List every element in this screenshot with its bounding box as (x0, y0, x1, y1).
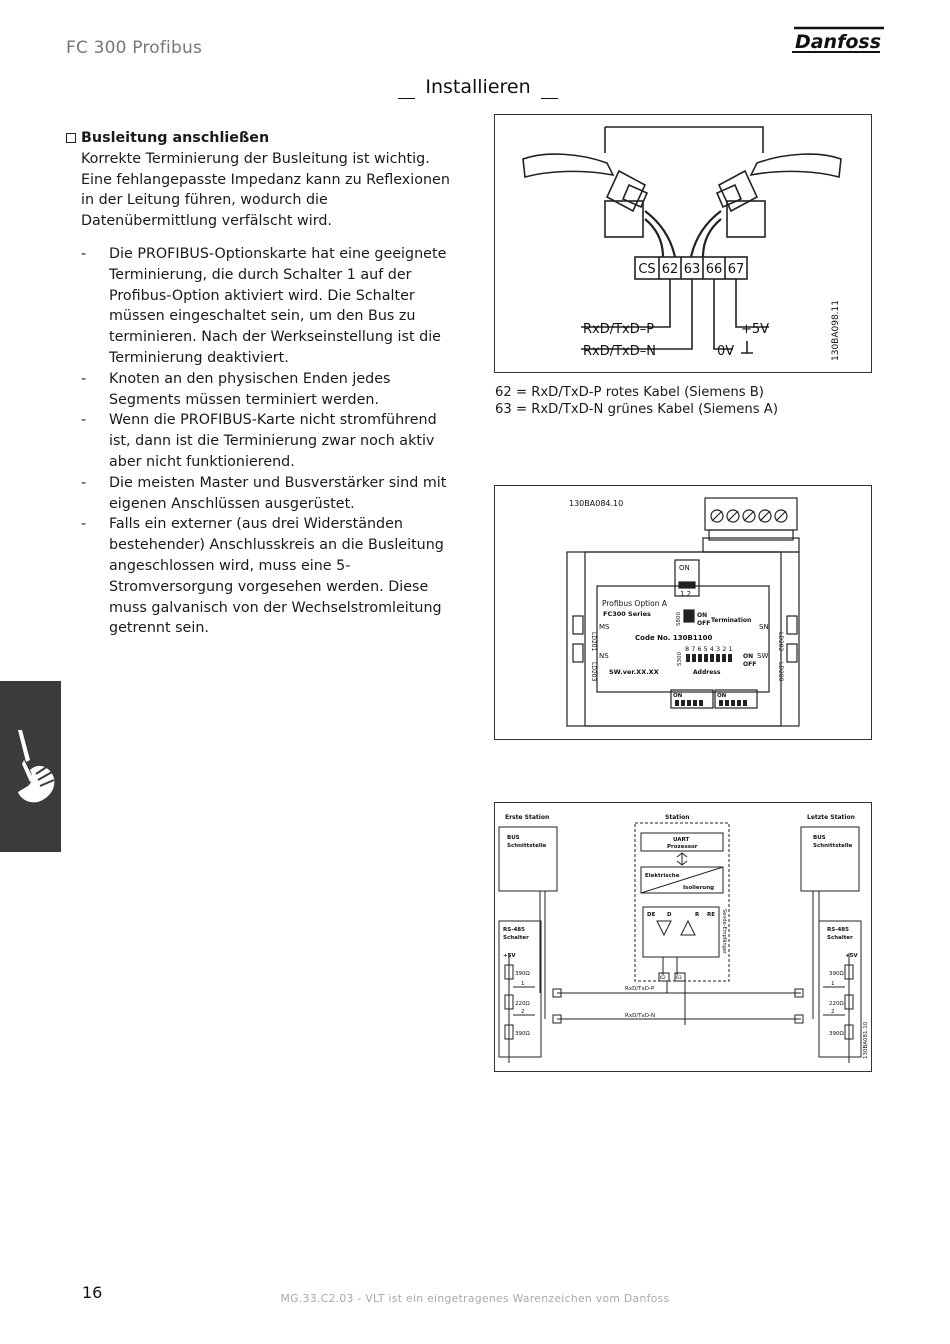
code-number: Code No. 130B1100 (635, 634, 713, 642)
header-title: FC 300 Profibus (66, 38, 203, 58)
dash-mark: - (81, 370, 87, 387)
sn-label: SN (759, 623, 769, 631)
list-item (66, 244, 458, 369)
footer-text: MG.33.C2.03 - VLT ist ein eingetragenes Warenzeichen vom Danfoss (280, 1292, 670, 1305)
term-on-label: ON (697, 612, 708, 619)
switch-2-left: 2 (521, 1009, 525, 1015)
list-item-text: Die PROFIBUS-Optionskarte hat eine geeignete Terminierung, die durch Schalter 1 auf der Profibus-Option aktiviert wird. Die Schalter müssen eingeschaltet sein, um den Bus zu terminieren. Nach der Werkseinstellung ist die Terminierung deaktiviert. (109, 245, 447, 366)
termination-label: Termination (711, 617, 752, 624)
list-item (66, 369, 458, 411)
intro-paragraph: Korrekte Terminierung der Busleitung ist wichtig. Eine fehlangepasste Impedanz kann zu Reflexionen in der Leitung führen, wodurch die Datenübermittlung verfälscht wird. (81, 150, 450, 230)
checkbox-bullet-icon (66, 133, 76, 143)
last-station-label: Letzte Station (807, 814, 855, 821)
dip-on-left: ON (673, 693, 683, 699)
dash-mark: - (81, 516, 87, 533)
figure-code: 130BA084.10 (569, 499, 624, 508)
main-text (66, 128, 458, 639)
dash-mark: - (81, 474, 87, 491)
software-version: SW.ver.XX.XX (609, 668, 659, 676)
figure-code: 130BA098.11 (831, 299, 841, 361)
dash-list (66, 244, 458, 639)
resistor-390-left-top: 390Ω (515, 971, 530, 977)
dash-mark: - (81, 245, 87, 262)
ms-label: MS (599, 623, 610, 631)
terminal-label: 67 (727, 262, 745, 277)
bus-interface-left-sub: Schnittstelle (507, 843, 547, 849)
terminal-label: 62 (661, 262, 679, 277)
list-item (66, 410, 458, 472)
bus-line-n-label: RxD/TxD-N (625, 1013, 656, 1019)
plus5v-right: +5V (845, 953, 858, 959)
plus5v-left: +5V (503, 953, 516, 959)
figure-caption (495, 385, 778, 418)
label-rxd-txd-p: RxD/TxD–P (583, 322, 655, 337)
rs485-left: RS-485 (503, 927, 525, 933)
bus-interface-left: BUS (507, 835, 520, 841)
isolation-label: Elektrische (645, 873, 680, 879)
card-title: Profibus Option A (602, 599, 667, 608)
transceiver-label: Sende-Empfänger (721, 909, 727, 954)
bus-interface-right-sub: Schnittstelle (813, 843, 853, 849)
list-item-text: Wenn die PROFIBUS-Karte nicht stromführend ist, dann ist die Terminierung zwar noch aktiv aber nicht funktionierend. (109, 412, 437, 470)
list-item-text: Knoten an den physischen Enden jedes Segments müssen terminiert werden. (109, 370, 391, 408)
section-heading-text: Installieren (425, 76, 531, 98)
rs485-right-sub: Schalter (827, 935, 853, 941)
card-series: FC300 Series (603, 610, 651, 618)
logo-text: Danfoss (794, 31, 882, 53)
d-label: D (667, 912, 672, 918)
led-label-ld200: LD200 (777, 662, 784, 682)
figure-code: 130BA081.10 (863, 1021, 869, 1059)
terminal-label: 63 (683, 262, 701, 277)
led-label-ld202: LD202 (777, 632, 784, 652)
ns-label: NS (599, 652, 609, 660)
resistor-390-right-bottom: 390Ω (829, 1031, 844, 1037)
isolation-sub-label: Isolierung (683, 885, 715, 891)
uart-processor-label: Prozessor (667, 844, 698, 850)
sw-label: SW (757, 652, 769, 660)
caption-line: 63 = RxD/TxD-N grünes Kabel (Siemens A) (495, 401, 778, 417)
r-label: R (695, 912, 700, 918)
resistor-390-right-top: 390Ω (829, 971, 844, 977)
figure-cable-connection (494, 114, 872, 373)
list-item (66, 514, 458, 639)
section-heading (390, 76, 566, 99)
station-label: Station (665, 814, 690, 821)
screwdriver-hand-icon (8, 726, 56, 806)
bullet-title: Busleitung anschließen (81, 130, 270, 146)
bus-line-p-label: RxD/TxD-P (625, 986, 655, 992)
s800-label: S800 (676, 612, 682, 626)
uart-label: UART (673, 837, 690, 843)
chapter-side-tab (0, 681, 61, 852)
switch-number-label: 1 2 (680, 590, 692, 598)
figure-profibus-option-card (494, 485, 872, 740)
dip-on-right: ON (717, 693, 727, 699)
terminal-label: 66 (705, 262, 723, 277)
danfoss-logo (786, 20, 890, 60)
address-numbers: 8 7 6 5 4 3 2 1 (685, 645, 733, 653)
re-label: RE (707, 912, 715, 918)
terminal-62-label: 62 (660, 976, 666, 981)
addr-on-label: ON (743, 653, 754, 660)
switch-1-right: 1 (831, 981, 835, 987)
s300-label: S300 (677, 652, 683, 666)
bullet-heading (66, 128, 458, 149)
list-item-text: Die meisten Master und Busverstärker sind mit eigenen Anschlüssen ausgerüstet. (109, 474, 447, 512)
terminal-label: CS (638, 262, 656, 277)
terminal-63-label: 63 (676, 976, 682, 981)
switch-2-right: 2 (831, 1009, 835, 1015)
list-item-text: Falls ein externer (aus drei Widerständen bestehender) Anschlusskreis an die Busleitung angeschlossen wird, muss eine 5-Stromversorgung vorgesehen werden. Diese muss galvanisch von der Wechselstromleitung getrennt sein. (109, 516, 444, 637)
heading-rule-left (398, 98, 415, 99)
rs485-right: RS-485 (827, 927, 849, 933)
resistor-220-right: 220Ω (829, 1001, 844, 1007)
resistor-220-left: 220Ω (515, 1001, 530, 1007)
first-station-label: Erste Station (505, 814, 550, 821)
de-label: DE (647, 912, 656, 918)
term-off-label: OFF (697, 620, 711, 627)
page-number: 16 (82, 1283, 103, 1302)
list-item (66, 473, 458, 515)
addr-off-label: OFF (743, 661, 757, 668)
label-rxd-txd-n: RxD/TxD–N (583, 344, 656, 359)
label-plus-5v: +5V (741, 322, 770, 337)
label-0v: 0V (717, 344, 735, 359)
led-label-ld203: LD203 (590, 662, 597, 682)
caption-line: 62 = RxD/TxD-P rotes Kabel (Siemens B) (495, 385, 764, 400)
address-label: Address (693, 669, 721, 676)
figure-bus-wiring (494, 802, 872, 1072)
switch-1-left: 1 (521, 981, 525, 987)
heading-rule-right (541, 98, 558, 99)
switch-on-label: ON (679, 564, 690, 572)
bus-interface-right: BUS (813, 835, 826, 841)
rs485-left-sub: Schalter (503, 935, 529, 941)
resistor-390-left-bottom: 390Ω (515, 1031, 530, 1037)
led-label-ld201: LD201 (590, 632, 597, 652)
dash-mark: - (81, 412, 87, 429)
